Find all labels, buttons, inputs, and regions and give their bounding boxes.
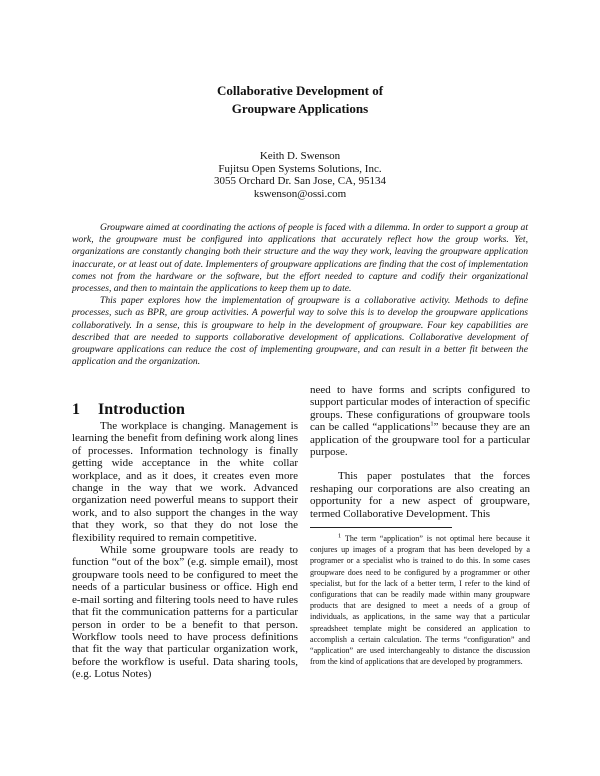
footnote — [310, 533, 530, 667]
body-paragraph: This paper postulates that the forces reshaping our corporations are also creating an opportunity for a new aspect of groupware, termed Collaborative Development. This — [310, 470, 530, 520]
author-address: 3055 Orchard Dr. San Jose, CA, 95134 — [213, 175, 386, 187]
title-line-1: Collaborative Development of — [216, 83, 384, 98]
abstract — [72, 222, 528, 368]
footnote-paragraph — [310, 533, 530, 667]
author-email: kswenson@ossi.com — [253, 187, 347, 200]
right-column — [310, 384, 530, 520]
body-paragraph: The workplace is changing. Management is learning the benefit from defining work along lines of processes. Information technology is finally getting wide acceptance in the white collar workplace, and as it does, it creates even more change in the way that we work. Advanced organization need powerful means to support their work, and to also support the changes in the way that they work, so that they do not lose the flexibility required to remain competitive. — [72, 420, 298, 544]
section-heading — [72, 400, 298, 420]
body-text: need to have forms and scripts configured to support particular modes of interaction of specific groups. These configurations of groupware tools can be called “applications — [310, 384, 530, 434]
paper-title — [0, 82, 600, 118]
body-paragraph: While some groupware tools are ready to function “out of the box” (e.g. simple email), most groupware tools need to be configured to meet the needs of a particular business or office. High end e-mail sorting and filtering tools need to have rules that fit the communication patterns for a particular person in order to be a benefit to that person. Workflow tools need to have process definitions that fit the way that particular organization work, before the workflow is useful. Data sharing tools, (e.g. Lotus Notes) — [72, 544, 298, 681]
body-paragraph-continued — [310, 384, 530, 458]
author-name: Keith D. Swenson — [259, 150, 341, 162]
abstract-paragraph-2: This paper explores how the implementation of groupware is a collaborative activity. Methods to define processes, such as BPR, are group activities. A powerful way to solve this is to develop the groupware applications collaboratively. In a sense, this is groupware to help in the development of groupware. Four key capabilities are described that are needed to supports collaborative development of applications. Collaborative development of groupware applications can reduce the cost of implementing groupware, and can result in a better fit between the application and the organization. — [72, 295, 528, 368]
abstract-paragraph-1: Groupware aimed at coordinating the actions of people is faced with a dilemma. In order to support a group at work, the groupware must be configured into applications that accurately reflect how the group works. Yet, organizations are constantly changing both their structure and the way they work, leaving the groupware application inaccurate, or at least out of date. Implementers of groupware applications are finding that the cost of implementation comes not from the hardware or the software, but the effort needed to capture and codify their organizational processes, and then to maintain the applications to keep them up to date. — [72, 222, 528, 295]
footnote-divider — [310, 527, 452, 528]
body-text: ” because they are an application of the groupware tool for a particular purpose. — [310, 421, 530, 459]
author-block — [0, 150, 600, 200]
section-number: 1 — [72, 401, 80, 418]
left-column — [72, 400, 298, 681]
footnote-text: The term “application” is not optimal here because it conjures up images of a program that has been developed by a programer or a specialist who is trained to do this. In some cases groupware does need to be configured by a programmer or other specialist, but for the lack of a better term, I refer to the kind of configurations that can be readily made within many groupware products that are designed to meet a needs of a group of individuals, as applications, in the same way that a particular spreadsheet template might be considered an application to accomplish a certain calculation. The terms “configuration” and “application” are used interchangeably to distance the discussion from the kind of applications that are developed by programmers. — [310, 534, 530, 667]
footnote-marker: 1 — [338, 532, 342, 540]
footnote-reference[interactable]: 1 — [430, 420, 434, 428]
section-title: Introduction — [98, 401, 185, 418]
title-line-2: Groupware Applications — [231, 101, 369, 116]
author-organization: Fujitsu Open Systems Solutions, Inc. — [218, 162, 382, 175]
